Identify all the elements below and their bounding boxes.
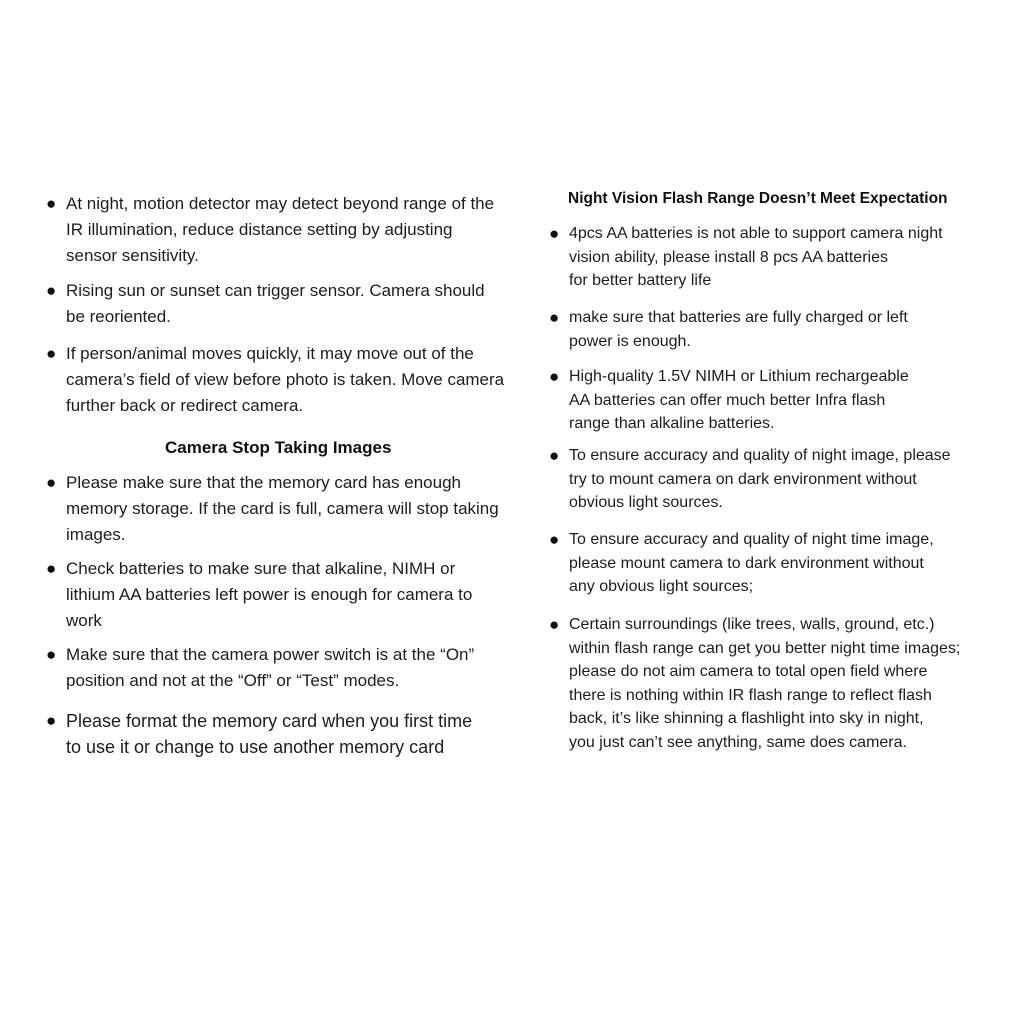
bullet-icon: ● xyxy=(46,344,57,363)
list-item xyxy=(46,642,475,694)
list-item xyxy=(46,470,499,548)
list-item-text: 4pcs AA batteries is not able to support camera night vision ability, please install 8 pcs AA batteries for better battery life xyxy=(569,225,943,289)
list-item-text: To ensure accuracy and quality of night image, please try to mount camera on dark environment without obvious light sources. xyxy=(569,447,951,511)
list-item xyxy=(549,222,943,293)
bullet-icon: ● xyxy=(46,645,57,664)
list-item xyxy=(549,365,909,436)
list-item-text: Check batteries to make sure that alkaline, NIMH or lithium AA batteries left power is enough for camera to work xyxy=(66,559,473,630)
list-item-text: High-quality 1.5V NIMH or Lithium rechargeable AA batteries can offer much better Infra flash range than alkaline batteries. xyxy=(569,368,909,432)
list-item xyxy=(549,306,908,353)
bullet-icon: ● xyxy=(46,559,57,578)
list-item-text: Please make sure that the memory card has enough memory storage. If the card is full, camera will stop taking images. xyxy=(66,473,499,544)
list-item-text: Certain surroundings (like trees, walls, ground, etc.) within flash range can get you better night time images; please do not aim camera to total open field where there is nothing within IR flash range to reflect flash back, it’s like shinning a flashlight into sky in night, you just can’t see anything, same does camera. xyxy=(569,616,961,751)
list-item xyxy=(549,444,951,515)
list-item-text: Make sure that the camera power switch is at the “On” position and not at the “Off” or “Test” modes. xyxy=(66,645,475,690)
bullet-icon: ● xyxy=(549,224,560,243)
list-item xyxy=(549,613,961,754)
list-item xyxy=(46,191,495,269)
list-item xyxy=(46,708,473,760)
list-item-text: At night, motion detector may detect beyond range of the IR illumination, reduce distance setting by adjusting sensor sensitivity. xyxy=(66,194,495,265)
list-item xyxy=(46,341,505,419)
bullet-icon: ● xyxy=(46,711,57,730)
list-item xyxy=(46,556,473,634)
list-item-text: If person/animal moves quickly, it may move out of the camera’s field of view before photo is taken. Move camera further back or redirect camera. xyxy=(66,344,505,415)
list-item xyxy=(46,278,485,330)
bullet-icon: ● xyxy=(549,308,560,327)
section-heading-night-vision: Night Vision Flash Range Doesn’t Meet Expectation xyxy=(568,190,948,207)
bullet-icon: ● xyxy=(46,281,57,300)
bullet-icon: ● xyxy=(46,473,57,492)
list-item-text: Please format the memory card when you first time to use it or change to use another memory card xyxy=(66,711,473,757)
list-item-text: Rising sun or sunset can trigger sensor. Camera should be reoriented. xyxy=(66,281,485,326)
list-item-text: To ensure accuracy and quality of night time image, please mount camera to dark environment without any obvious light sources; xyxy=(569,531,934,595)
list-item-text: make sure that batteries are fully charged or left power is enough. xyxy=(569,309,908,350)
bullet-icon: ● xyxy=(46,194,57,213)
bullet-icon: ● xyxy=(549,530,560,549)
bullet-icon: ● xyxy=(549,615,560,634)
bullet-icon: ● xyxy=(549,446,560,465)
list-item xyxy=(549,528,934,599)
section-heading-camera-stop: Camera Stop Taking Images xyxy=(165,438,392,457)
bullet-icon: ● xyxy=(549,367,560,386)
